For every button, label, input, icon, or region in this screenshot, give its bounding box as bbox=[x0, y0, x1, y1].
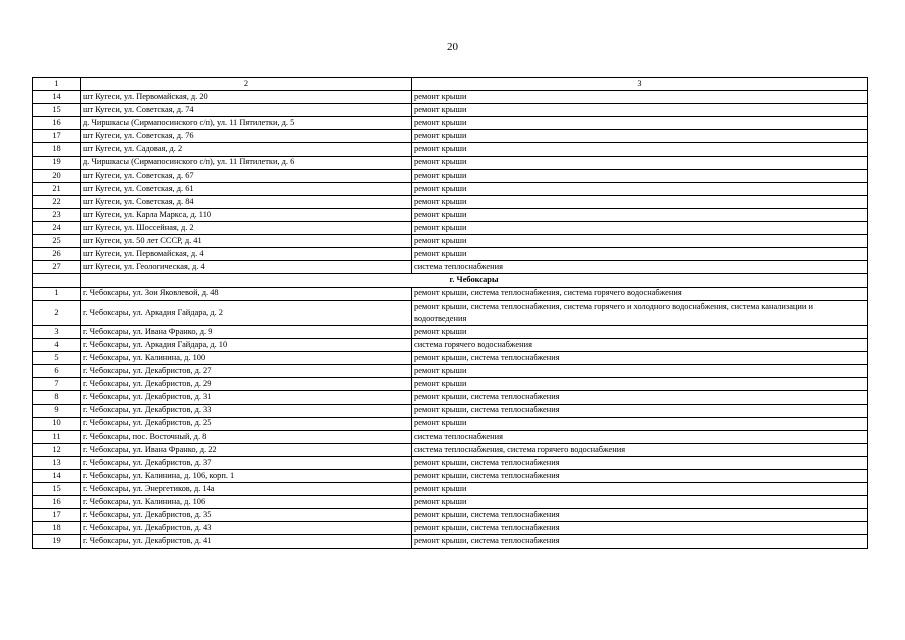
row-work-type: ремонт крыши bbox=[412, 378, 868, 391]
row-number: 1 bbox=[33, 287, 81, 300]
row-number: 23 bbox=[33, 208, 81, 221]
row-number: 11 bbox=[33, 430, 81, 443]
row-work-type: ремонт крыши, система теплоснабжения bbox=[412, 352, 868, 365]
row-number: 16 bbox=[33, 496, 81, 509]
row-address: г. Чебоксары, ул. Декабристов, д. 43 bbox=[81, 522, 412, 535]
table-row bbox=[33, 287, 868, 300]
table-row bbox=[33, 117, 868, 130]
row-number: 6 bbox=[33, 365, 81, 378]
row-address: шт Кугеси, ул. Шоссейная, д. 2 bbox=[81, 222, 412, 235]
table-row bbox=[33, 365, 868, 378]
table-row bbox=[33, 248, 868, 261]
row-address: г. Чебоксары, ул. Калинина, д. 106, корп. 1 bbox=[81, 470, 412, 483]
table-row bbox=[33, 169, 868, 182]
row-address: шт Кугеси, ул. Геологическая, д. 4 bbox=[81, 261, 412, 274]
row-address: шт Кугеси, ул. Советская, д. 84 bbox=[81, 195, 412, 208]
row-address: г. Чебоксары, ул. Калинина, д. 106 bbox=[81, 496, 412, 509]
row-number: 4 bbox=[33, 339, 81, 352]
table-row bbox=[33, 182, 868, 195]
repair-register-table bbox=[32, 77, 868, 549]
table-row bbox=[33, 261, 868, 274]
table-row bbox=[33, 456, 868, 469]
section-empty-cell bbox=[33, 274, 81, 287]
table-row bbox=[33, 404, 868, 417]
row-number: 17 bbox=[33, 509, 81, 522]
table-row bbox=[33, 443, 868, 456]
row-work-type: ремонт крыши bbox=[412, 248, 868, 261]
column-number-2: 2 bbox=[81, 78, 412, 91]
row-work-type: ремонт крыши bbox=[412, 91, 868, 104]
table-body bbox=[33, 78, 868, 549]
row-number: 15 bbox=[33, 483, 81, 496]
row-work-type: ремонт крыши bbox=[412, 104, 868, 117]
table-row bbox=[33, 391, 868, 404]
row-address: г. Чебоксары, ул. Декабристов, д. 37 bbox=[81, 456, 412, 469]
table-row bbox=[33, 522, 868, 535]
row-work-type: ремонт крыши bbox=[412, 156, 868, 169]
row-work-type: ремонт крыши, система теплоснабжения bbox=[412, 456, 868, 469]
row-address: г. Чебоксары, ул. Декабристов, д. 29 bbox=[81, 378, 412, 391]
row-number: 3 bbox=[33, 325, 81, 338]
row-address: г. Чебоксары, ул. Декабристов, д. 35 bbox=[81, 509, 412, 522]
row-work-type: ремонт крыши, система теплоснабжения, система горячего и холодного водоснабжения, система канализации и водоотведения bbox=[412, 300, 868, 325]
section-title: г. Чебоксары bbox=[81, 274, 868, 287]
row-address: г. Чебоксары, ул. Декабристов, д. 33 bbox=[81, 404, 412, 417]
table-row bbox=[33, 417, 868, 430]
row-address: г. Чебоксары, ул. Ивана Франко, д. 9 bbox=[81, 325, 412, 338]
row-address: г. Чебоксары, ул. Калинина, д. 100 bbox=[81, 352, 412, 365]
row-number: 15 bbox=[33, 104, 81, 117]
row-work-type: ремонт крыши bbox=[412, 483, 868, 496]
row-address: г. Чебоксары, ул. Декабристов, д. 27 bbox=[81, 365, 412, 378]
table-row bbox=[33, 352, 868, 365]
row-number: 12 bbox=[33, 443, 81, 456]
row-number: 10 bbox=[33, 417, 81, 430]
table-row bbox=[33, 339, 868, 352]
row-address: г. Чебоксары, ул. Декабристов, д. 41 bbox=[81, 535, 412, 548]
table-row bbox=[33, 104, 868, 117]
row-work-type: система теплоснабжения, система горячего водоснабжения bbox=[412, 443, 868, 456]
row-work-type: ремонт крыши, система теплоснабжения bbox=[412, 404, 868, 417]
table-row bbox=[33, 195, 868, 208]
row-number: 25 bbox=[33, 235, 81, 248]
row-number: 22 bbox=[33, 195, 81, 208]
row-work-type: ремонт крыши bbox=[412, 325, 868, 338]
table-row bbox=[33, 130, 868, 143]
row-address: г. Чебоксары, ул. Декабристов, д. 25 bbox=[81, 417, 412, 430]
column-number-row bbox=[33, 78, 868, 91]
row-number: 16 bbox=[33, 117, 81, 130]
table-row bbox=[33, 470, 868, 483]
row-work-type: ремонт крыши bbox=[412, 195, 868, 208]
row-work-type: система горячего водоснабжения bbox=[412, 339, 868, 352]
row-number: 24 bbox=[33, 222, 81, 235]
table-row bbox=[33, 91, 868, 104]
row-work-type: ремонт крыши bbox=[412, 417, 868, 430]
row-address: шт Кугеси, ул. Советская, д. 74 bbox=[81, 104, 412, 117]
row-number: 18 bbox=[33, 143, 81, 156]
row-address: г. Чебоксары, ул. Аркадия Гайдара, д. 2 bbox=[81, 300, 412, 325]
row-number: 9 bbox=[33, 404, 81, 417]
row-address: г. Чебоксары, ул. Зои Яковлевой, д. 48 bbox=[81, 287, 412, 300]
row-number: 19 bbox=[33, 156, 81, 169]
table-row bbox=[33, 156, 868, 169]
row-address: шт Кугеси, ул. Первомайская, д. 4 bbox=[81, 248, 412, 261]
table-row bbox=[33, 325, 868, 338]
row-work-type: ремонт крыши bbox=[412, 496, 868, 509]
row-work-type: система теплоснабжения bbox=[412, 430, 868, 443]
row-address: шт Кугеси, ул. 50 лет СССР, д. 41 bbox=[81, 235, 412, 248]
row-number: 13 bbox=[33, 456, 81, 469]
row-address: шт Кугеси, ул. Садовая, д. 2 bbox=[81, 143, 412, 156]
row-address: г. Чебоксары, ул. Энергетиков, д. 14а bbox=[81, 483, 412, 496]
table-row bbox=[33, 235, 868, 248]
table-row bbox=[33, 509, 868, 522]
row-number: 14 bbox=[33, 91, 81, 104]
row-number: 7 bbox=[33, 378, 81, 391]
row-address: шт Кугеси, ул. Первомайская, д. 20 bbox=[81, 91, 412, 104]
row-work-type: ремонт крыши bbox=[412, 222, 868, 235]
table-row bbox=[33, 222, 868, 235]
table-row bbox=[33, 143, 868, 156]
row-work-type: ремонт крыши bbox=[412, 117, 868, 130]
row-address: г. Чебоксары, ул. Ивана Франко, д. 22 bbox=[81, 443, 412, 456]
row-number: 2 bbox=[33, 300, 81, 325]
row-work-type: ремонт крыши, система теплоснабжения bbox=[412, 470, 868, 483]
row-number: 18 bbox=[33, 522, 81, 535]
row-address: г. Чебоксары, ул. Аркадия Гайдара, д. 10 bbox=[81, 339, 412, 352]
row-work-type: ремонт крыши bbox=[412, 130, 868, 143]
row-address: г. Чебоксары, пос. Восточный, д. 8 bbox=[81, 430, 412, 443]
row-address: д. Чиршкасы (Сирмапосинского с/п), ул. 11 Пятилетки, д. 5 bbox=[81, 117, 412, 130]
row-number: 21 bbox=[33, 182, 81, 195]
row-work-type: ремонт крыши bbox=[412, 182, 868, 195]
row-work-type: ремонт крыши bbox=[412, 143, 868, 156]
row-number: 19 bbox=[33, 535, 81, 548]
row-address: шт Кугеси, ул. Советская, д. 67 bbox=[81, 169, 412, 182]
row-work-type: ремонт крыши bbox=[412, 169, 868, 182]
row-work-type: ремонт крыши, система теплоснабжения bbox=[412, 391, 868, 404]
column-number-1: 1 bbox=[33, 78, 81, 91]
row-number: 26 bbox=[33, 248, 81, 261]
row-work-type: ремонт крыши bbox=[412, 365, 868, 378]
row-number: 8 bbox=[33, 391, 81, 404]
row-work-type: ремонт крыши, система теплоснабжения bbox=[412, 509, 868, 522]
table-row bbox=[33, 496, 868, 509]
table-row bbox=[33, 430, 868, 443]
row-address: шт Кугеси, ул. Советская, д. 76 bbox=[81, 130, 412, 143]
row-number: 14 bbox=[33, 470, 81, 483]
row-number: 27 bbox=[33, 261, 81, 274]
page-number: 20 bbox=[447, 41, 458, 53]
table-row bbox=[33, 300, 868, 325]
table-row bbox=[33, 535, 868, 548]
row-work-type: ремонт крыши, система теплоснабжения bbox=[412, 535, 868, 548]
section-row bbox=[33, 274, 868, 287]
table-row bbox=[33, 378, 868, 391]
row-address: шт Кугеси, ул. Советская, д. 61 bbox=[81, 182, 412, 195]
table-row bbox=[33, 208, 868, 221]
row-number: 5 bbox=[33, 352, 81, 365]
row-address: д. Чиршкасы (Сирмапосинского с/п), ул. 11 Пятилетки, д. 6 bbox=[81, 156, 412, 169]
row-number: 20 bbox=[33, 169, 81, 182]
row-work-type: ремонт крыши bbox=[412, 208, 868, 221]
row-work-type: ремонт крыши, система теплоснабжения, система горячего водоснабжения bbox=[412, 287, 868, 300]
row-address: г. Чебоксары, ул. Декабристов, д. 31 bbox=[81, 391, 412, 404]
row-work-type: ремонт крыши, система теплоснабжения bbox=[412, 522, 868, 535]
row-number: 17 bbox=[33, 130, 81, 143]
table-row bbox=[33, 483, 868, 496]
row-address: шт Кугеси, ул. Карла Маркса, д. 110 bbox=[81, 208, 412, 221]
row-work-type: система теплоснабжения bbox=[412, 261, 868, 274]
column-number-3: 3 bbox=[412, 78, 868, 91]
row-work-type: ремонт крыши bbox=[412, 235, 868, 248]
